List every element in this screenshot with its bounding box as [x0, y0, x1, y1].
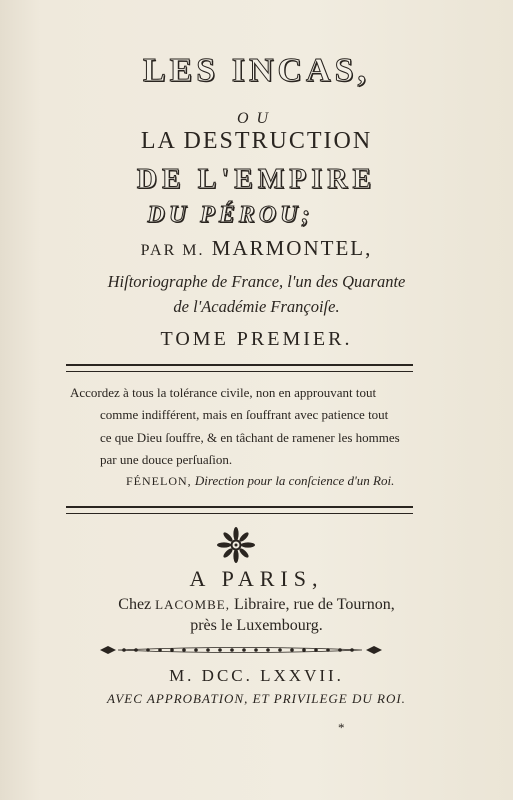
floral-rosette-icon [216, 524, 256, 566]
epigraph-source: Direction pour la conſcience d'un Roi. [194, 473, 395, 488]
book-title: LES INCAS, [142, 52, 371, 89]
subtitle-line-2: DE L'EMPIRE [136, 164, 377, 195]
epigraph-line-2: comme indifférent, mais en ſouffrant avec patience tout [100, 407, 389, 422]
epigraph-line-3: ce que Dieu ſouffre, & en tâchant de ramener les hommes [100, 430, 400, 445]
author-description-2: de l'Académie Françoiſe. [173, 297, 340, 316]
author-description-1: Hiſtoriographe de France, l'un des Quarante [107, 272, 406, 291]
imprint-city: A PARIS, [189, 566, 324, 591]
publisher-prefix: Chez [118, 596, 152, 613]
epigraph-attribution [126, 473, 426, 489]
publisher-suffix: Libraire, rue de Tournon, [233, 596, 395, 613]
conjunction-ou: OU [236, 110, 277, 127]
publisher-name: LACOMBE, [155, 597, 230, 612]
imprint-address: près le Luxembourg. [190, 617, 323, 634]
divider-rule-top [66, 364, 413, 372]
subtitle-line-1: LA DESTRUCTION [140, 128, 373, 154]
ornamental-rule [96, 644, 386, 656]
author-prefix: PAR M. [140, 242, 205, 259]
subtitle-line-3: DU PÉROU; [147, 202, 314, 228]
imprint-publisher [0, 596, 513, 614]
epigraph-line-1: Accordez à tous la tolérance civile, non en approuvant tout [70, 385, 377, 400]
epigraph-author: FÉNELON, [126, 474, 192, 488]
signature-mark: * [338, 720, 345, 735]
author-name: MARMONTEL, [211, 236, 373, 260]
author-line [0, 236, 513, 261]
publication-year: M. DCC. LXXVII. [169, 666, 344, 685]
royal-privilege: AVEC APPROBATION, ET PRIVILEGE DU ROI. [107, 691, 406, 706]
epigraph-line-4: par une douce perſuaſion. [100, 452, 233, 467]
volume-label: TOME PREMIER. [160, 328, 353, 350]
divider-rule-bottom [66, 506, 413, 514]
